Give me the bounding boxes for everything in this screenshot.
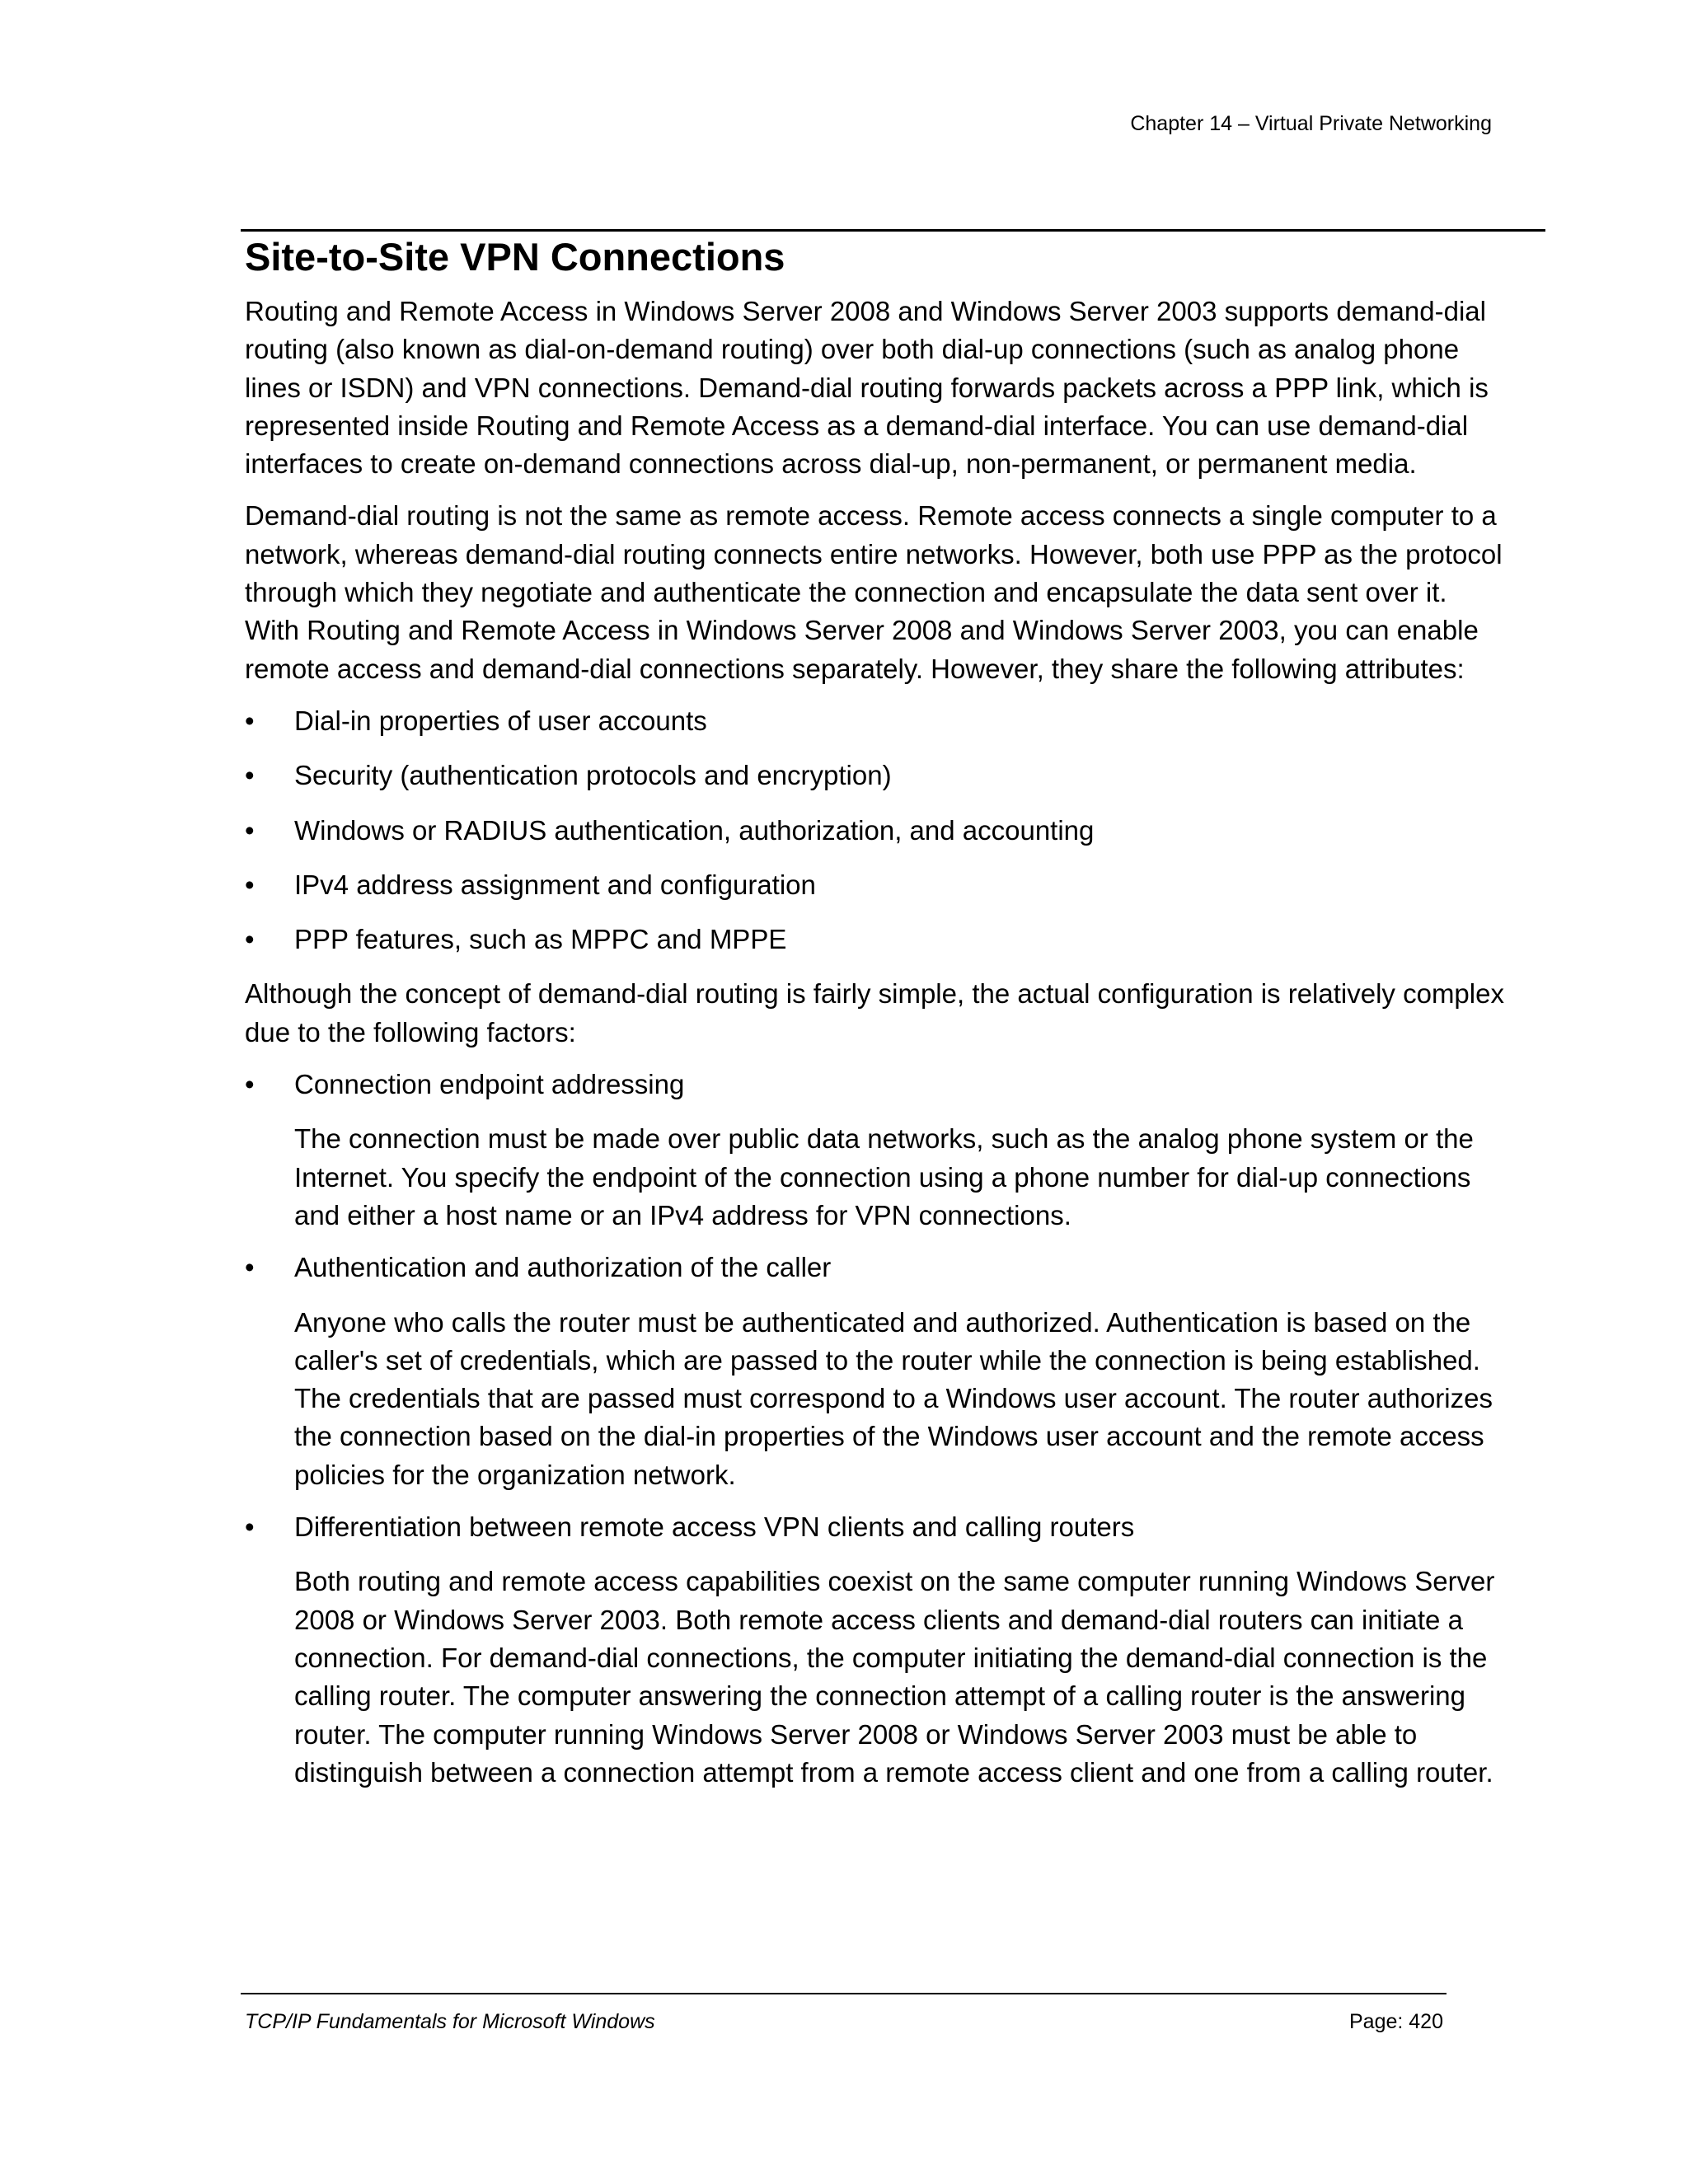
- configuration-factors-list: [245, 1066, 1506, 1792]
- shared-attributes-list: [245, 702, 1506, 958]
- paragraph-configuration-factors: Although the concept of demand-dial routing is fairly simple, the actual configuration is relatively complex due to the following factors:: [245, 978, 1504, 1047]
- bullet-icon: •: [245, 814, 255, 846]
- factor-title: Connection endpoint addressing: [294, 1069, 685, 1100]
- list-item: [245, 812, 1506, 850]
- list-item-text: Windows or RADIUS authentication, authorization, and accounting: [294, 814, 1095, 846]
- factor-detail: Both routing and remote access capabilities coexist on the same computer running Windows Server 2008 or Windows Server 2003. Both remote access clients and demand-dial routers can initiate a connection. For demand-dial connections, the computer initiating the demand-dial connection is the calling router. The computer answering the connection attempt of a calling router is the answering router. The computer running Windows Server 2008 or Windows Server 2003 must be able to distinguish between a connection attempt from a remote access client and one from a calling router.: [294, 1566, 1495, 1788]
- footer-rule: [241, 1993, 1447, 1994]
- list-item: [245, 1508, 1506, 1792]
- factor-detail: Anyone who calls the router must be authenticated and authorized. Authentication is based on the caller's set of credentials, which are passed to the router while the connection is being established. The credentials that are passed must correspond to a Windows user account. The router authorizes the connection based on the dial-in properties of the Windows user account and the remote access policies for the organization network.: [294, 1306, 1493, 1490]
- bullet-icon: •: [245, 1069, 255, 1100]
- bullet-icon: •: [245, 705, 255, 736]
- footer-book-title: TCP/IP Fundamentals for Microsoft Windows: [245, 2010, 655, 2033]
- factor-detail: The connection must be made over public data networks, such as the analog phone system or the Internet. You specify the endpoint of the connection using a phone number for dial-up connections and either a host name or an IPv4 address for VPN connections.: [294, 1123, 1474, 1230]
- list-item-text: PPP features, such as MPPC and MPPE: [294, 924, 787, 955]
- bullet-icon: •: [245, 924, 255, 955]
- list-item: [245, 1066, 1506, 1235]
- page-content: [245, 232, 1506, 1806]
- list-item: [245, 1249, 1506, 1494]
- bullet-icon: •: [245, 760, 255, 791]
- list-item: [245, 866, 1506, 904]
- footer-page-number: Page: 420: [1349, 2010, 1443, 2033]
- list-item-text: Security (authentication protocols and encryption): [294, 760, 892, 791]
- list-item: [245, 702, 1506, 740]
- paragraph-remote-access-comparison: Demand-dial routing is not the same as remote access. Remote access connects a single computer to a network, whereas demand-dial routing connects entire networks. However, both use PPP as the protocol through which they negotiate and authenticate the connection and encapsulate the data sent over it. With Routing and Remote Access in Windows Server 2008 and Windows Server 2003, you can enable remote access and demand-dial connections separately. However, they share the following attributes:: [245, 500, 1503, 684]
- bullet-icon: •: [245, 869, 255, 900]
- section-title: Site-to-Site VPN Connections: [245, 235, 785, 279]
- running-header: Chapter 14 – Virtual Private Networking: [1130, 112, 1492, 135]
- factor-title: Authentication and authorization of the caller: [294, 1252, 832, 1283]
- bullet-icon: •: [245, 1511, 255, 1543]
- header-rule: [241, 229, 1545, 232]
- factor-title: Differentiation between remote access VPN clients and calling routers: [294, 1511, 1135, 1543]
- list-item-text: IPv4 address assignment and configuration: [294, 869, 816, 900]
- list-item-text: Dial-in properties of user accounts: [294, 705, 707, 736]
- list-item: [245, 921, 1506, 958]
- paragraph-demand-dial-intro: Routing and Remote Access in Windows Server 2008 and Windows Server 2003 supports demand-dial routing (also known as dial-on-demand routing) over both dial-up connections (such as analog phone lines or ISDN) and VPN connections. Demand-dial routing forwards packets across a PPP link, which is represented inside Routing and Remote Access as a demand-dial interface. You can use demand-dial interfaces to create on-demand connections across dial-up, non-permanent, or permanent media.: [245, 296, 1489, 480]
- list-item: [245, 757, 1506, 794]
- bullet-icon: •: [245, 1252, 255, 1283]
